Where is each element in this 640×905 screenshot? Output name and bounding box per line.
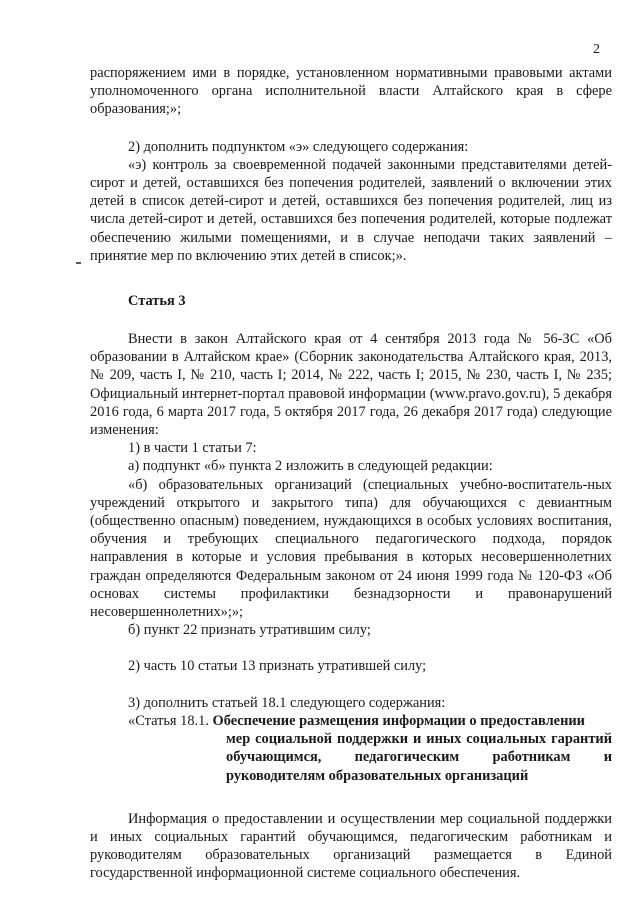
paragraph-new-article-body: Информация о предоставлении и осуществлении мер социальной поддержки и иных социальных гарантий обучающимся, педагогическим работникам и руководителям образовательных организаций размещается в Единой государственной информационной системе социального обеспечения. <box>90 810 612 882</box>
paragraph-continuation: распоряжением ими в порядке, установленном нормативными правовыми актами уполномоченного органа исполнительной власти Алтайского края в сфере образования;»; <box>90 65 612 118</box>
paragraph-subpoint-b: б) пункт 22 признать утратившим силу; <box>128 622 371 639</box>
paragraph-subpoint-a: а) подпункт «б» пункта 2 изложить в следующей редакции: <box>128 458 493 475</box>
paragraph-item-2: 2) дополнить подпунктом «э» следующего содержания: <box>128 138 469 155</box>
paragraph-item-2-repeal: 2) часть 10 статьи 13 признать утратившей силу; <box>128 658 427 675</box>
new-article-title-text <box>213 712 612 730</box>
margin-mark <box>76 262 81 264</box>
new-article-title-first-line: Обеспечение размещения информации о предоставлении <box>212 712 585 729</box>
paragraph-subpoint-b-text: «б) образовательных организаций (специальных учебно-воспитатель-ных учреждений открытого и закрытого типа) для обучающихся с девиантным (общественно опасным) поведением, нуждающихся в особых условиях воспитания, обучения и требующих специального педагогического подхода, порядок направления в которые и условия пребывания в которых несовершеннолетних граждан определяются Федеральным законом от 24 июня 1999 года № 120-ФЗ «Об основах системы профилактики безнадзорности и правонарушений несовершеннолетних»;»; <box>90 476 612 621</box>
document-body <box>90 64 612 883</box>
paragraph-amendment-intro: Внести в закон Алтайского края от 4 сентября 2013 года № 56-ЗС «Об образовании в Алтайском крае» (Сборник законодательства Алтайского края, 2013, № 209, часть I, № 210, часть I; 2014, № 222, часть I; 2015, № 230, часть I, № 235; Официальный интернет-портал правовой информации (www.pravo.gov.ru), 5 декабря 2016 года, 6 марта 2017 года, 5 октября 2017 года, 26 декабря 2017 года) следующие изменения: <box>90 331 612 439</box>
page-number: 2 <box>593 42 600 57</box>
new-article-title <box>90 712 612 730</box>
paragraph-part-1: 1) в части 1 статьи 7: <box>128 440 257 457</box>
new-article-number: «Статья 18.1. <box>128 712 213 729</box>
paragraph-subitem-e: «э) контроль за своевременной подачей законными представителями детей-сирот и детей, оставшихся без попечения родителей, заявлений о включении этих детей в список детей-сирот и детей, оставшихся без попечения родителей, лиц из числа детей-сирот и детей, оставшихся без попечения родителей, которые подлежат обеспечению жилыми помещениями, и в случае неподачи таких заявлений – принятие мер по включению этих детей в список;». <box>90 156 612 264</box>
paragraph-item-3: 3) дополнить статьей 18.1 следующего содержания: <box>128 694 446 711</box>
article-heading: Статья 3 <box>128 293 186 310</box>
new-article-title-rest: мер социальной поддержки и иных социальных гарантий обучающимся, педагогическим работникам и руководителям образовательных организаций <box>226 731 612 784</box>
